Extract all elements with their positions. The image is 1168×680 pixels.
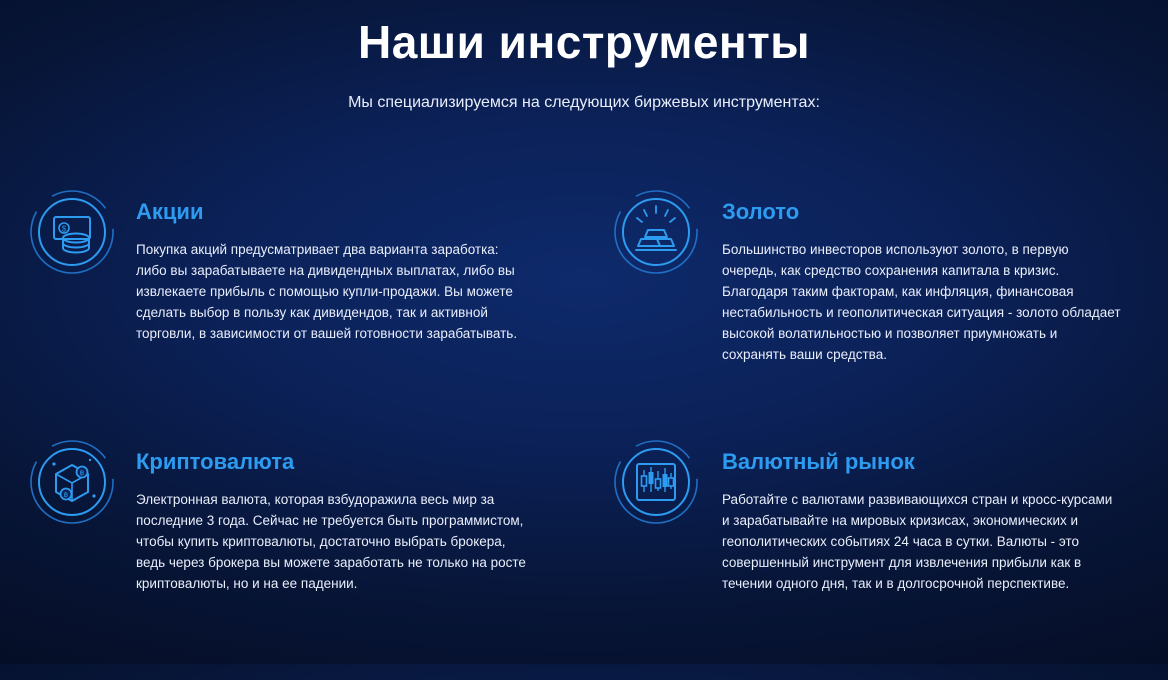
crypto-cube-icon	[24, 434, 120, 530]
card-body	[722, 430, 1138, 595]
card-title-crypto: Криптовалюта	[136, 449, 295, 474]
card-title-stocks: Акции	[136, 199, 204, 224]
svg-text:$: $	[61, 224, 67, 234]
card-body	[136, 180, 554, 345]
card-text-gold: Большинство инвесторов используют золото, в первую очередь, как средство сохранения капитала в кризис. Благодаря таким факторам, как инфляция, финансовая нестабильность и геополитическая ситуация - золото обладает высокой волатильностью и позволяет приумножать и сохранять ваши средства.	[722, 242, 1121, 362]
card-body	[136, 430, 554, 595]
forex-chart-icon	[608, 434, 704, 530]
svg-text:฿: ฿	[79, 470, 85, 477]
instrument-card-stocks	[0, 180, 584, 430]
stocks-money-icon	[24, 184, 120, 280]
instrument-card-crypto	[0, 430, 584, 680]
card-text-stocks: Покупка акций предусматривает два варианта заработка: либо вы зарабатываете на дивидендных выплатах, либо вы извлекаете прибыль с помощью купли-продажи. Вы можете сделать выбор в пользу как дивидендов, так и активной торговли, в зависимости от вашей готовности зарабатывать.	[136, 242, 518, 341]
card-text-crypto: Электронная валюта, которая взбудоражила весь мир за последние 3 года. Сейчас не требуется быть программистом, чтобы купить криптовалюты, достаточно выбрать брокера, ведь через брокера вы можете заработать не только на росте криптовалюты, но и на ее падении.	[136, 492, 526, 591]
instrument-card-forex	[584, 430, 1168, 680]
card-text-forex: Работайте с валютами развивающихся стран и кросс-курсами и зарабатывайте на мировых кризисах, экономических и геополитических событиях 24 часа в сутки. Валюты - это совершенный инструмент для извлечения прибыли как в течении одного дня, так и в долгосрочной перспективе.	[722, 492, 1113, 591]
page-subtitle: Мы специализируемся на следующих биржевых инструментах:	[348, 93, 820, 111]
instrument-card-gold	[584, 180, 1168, 430]
card-title-gold: Золото	[722, 199, 800, 224]
instruments-grid	[0, 180, 1168, 680]
card-title-forex: Валютный рынок	[722, 449, 915, 474]
card-body	[722, 180, 1138, 366]
page-header	[0, 0, 1168, 112]
gold-bars-icon	[608, 184, 704, 280]
page-title: Наши инструменты	[357, 16, 811, 68]
svg-text:฿: ฿	[63, 492, 69, 499]
